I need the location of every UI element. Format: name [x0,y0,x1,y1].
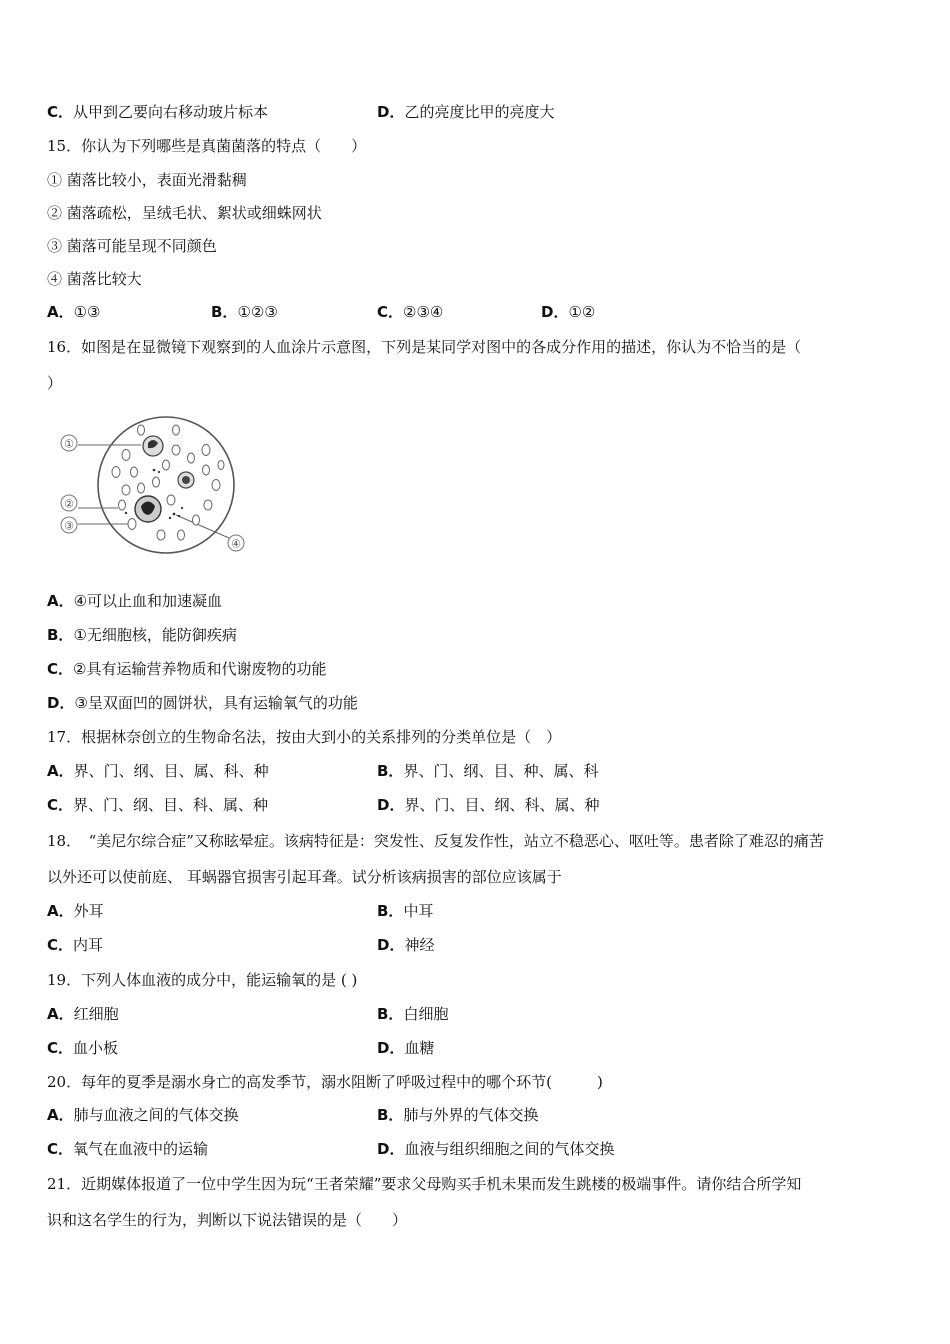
option-text: 肺与血液之间的气体交换 [73,1106,239,1124]
option-text: 血小板 [73,1039,119,1057]
option-label: D． [377,936,405,954]
option-label: A． [47,303,74,321]
q15-item-4: ④ 菌落比较大 [47,270,142,288]
option-label: D． [541,303,569,321]
option-label: D． [377,796,405,814]
option-text: 界、门、目、纲、科、属、种 [404,796,600,814]
q20-stem: 20．每年的夏季是溺水身亡的高发季节，溺水阻断了呼吸过程中的哪个环节( ) [47,1073,603,1091]
option-label: B． [47,626,74,644]
svg-text:③: ③ [64,519,74,533]
option-label: C． [377,303,404,321]
q16-option-a[interactable] [47,591,222,611]
q15-option-b[interactable] [211,302,278,322]
option-text: ②③④ [403,303,444,321]
option-text: 界、门、纲、目、科、属、种 [73,796,269,814]
option-text: 中耳 [403,902,434,920]
q15-item-3: ③ 菌落可能呈现不同颜色 [47,237,217,255]
option-text: 血糖 [404,1039,435,1057]
q18-option-a[interactable] [47,901,104,921]
option-text: 红细胞 [73,1005,119,1023]
q15-option-a[interactable] [47,302,101,322]
option-label: C． [47,1140,74,1158]
svg-text:④: ④ [231,537,241,551]
option-label: A． [47,902,74,920]
option-label: A． [47,762,74,780]
q16-stem-line1: 16．如图是在显微镜下观察到的人血涂片示意图，下列是某同学对图中的各成分作用的描述，你认为不恰当的是（ [47,338,802,356]
q18-stem-line2: 以外还可以使前庭、 耳蜗器官损害引起耳聋。试分析该病损害的部位应该属于 [47,868,562,886]
q16-option-c[interactable] [47,659,326,679]
q18-option-c[interactable] [47,935,103,955]
option-label: A． [47,592,74,610]
q21-stem-line2: 识和这名学生的行为，判断以下说法错误的是（ ） [47,1211,408,1229]
option-label: D． [377,103,405,121]
option-text: 乙的亮度比甲的亮度大 [404,103,555,121]
q15-option-c[interactable] [377,302,443,322]
option-text: ①②③ [237,303,278,321]
option-text: 从甲到乙要向右移动玻片标本 [73,103,269,121]
svg-text:②: ② [64,497,74,511]
q19-stem: 19．下列人体血液的成分中，能运输氧的是 ( ) [47,971,358,989]
q17-stem: 17．根据林奈创立的生物命名法，按由大到小的关系排列的分类单位是（ ） [47,728,562,746]
q17-option-c[interactable] [47,795,268,815]
q14-option-d[interactable] [377,102,554,122]
q18-option-b[interactable] [377,901,433,921]
option-text: 氧气在血液中的运输 [73,1140,209,1158]
option-text: 神经 [404,936,435,954]
q20-option-d[interactable] [377,1139,614,1159]
option-text: 界、门、纲、目、种、属、科 [403,762,599,780]
q21-stem-line1: 21．近期媒体报道了一位中学生因为玩“王者荣耀”要求父母购买手机未果而发生跳楼的极端事件。请你结合所学知 [47,1175,802,1193]
q19-option-b[interactable] [377,1004,448,1024]
option-text: ①无细胞核，能防御疾病 [73,626,237,644]
option-label: C． [47,103,74,121]
option-label: B． [377,1005,404,1023]
option-label: D． [377,1140,405,1158]
option-label: B． [377,902,404,920]
q17-option-b[interactable] [377,761,598,781]
option-text: 肺与外界的气体交换 [403,1106,539,1124]
svg-text:①: ① [64,437,74,451]
option-label: B． [377,1106,404,1124]
option-label: D． [377,1039,405,1057]
option-text: 内耳 [73,936,104,954]
option-label: C． [47,1039,74,1057]
q18-option-d[interactable] [377,935,434,955]
blood-smear-figure [56,410,256,560]
q17-option-d[interactable] [377,795,599,815]
q15-item-2: ② 菌落疏松，呈绒毛状、絮状或细蛛网状 [47,204,322,222]
q15-stem: 15．你认为下列哪些是真菌菌落的特点（ ） [47,137,367,155]
q14-option-c[interactable] [47,102,268,122]
option-text: ②具有运输营养物质和代谢废物的功能 [73,660,327,678]
option-text: 血液与组织细胞之间的气体交换 [404,1140,615,1158]
option-text: ③呈双面凹的圆饼状，具有运输氧气的功能 [74,694,358,712]
q16-stem-line2: ） [47,374,63,392]
q19-option-a[interactable] [47,1004,119,1024]
q19-option-c[interactable] [47,1038,118,1058]
q17-option-a[interactable] [47,761,269,781]
option-label: C． [47,936,74,954]
option-label: C． [47,796,74,814]
q16-option-b[interactable] [47,625,237,645]
q20-option-a[interactable] [47,1105,239,1125]
q16-option-d[interactable] [47,693,358,713]
option-label: A． [47,1106,74,1124]
option-label: C． [47,660,74,678]
option-text: ①② [568,303,596,321]
q20-option-c[interactable] [47,1139,208,1159]
q15-option-d[interactable] [541,302,595,322]
option-label: D． [47,694,75,712]
option-label: A． [47,1005,74,1023]
q18-stem-line1: 18． “美尼尔综合症”又称眩晕症。该病特征是：突发性、反复发作性，站立不稳恶心、呕吐等。患者除了难忍的痛苦 [47,832,824,850]
white-blood-cell [178,472,194,488]
option-text: 白细胞 [403,1005,449,1023]
option-text: 界、门、纲、目、属、科、种 [73,762,269,780]
white-blood-cell [143,436,163,456]
q15-item-1: ① 菌落比较小，表面光滑黏稠 [47,171,247,189]
q19-option-d[interactable] [377,1038,434,1058]
q20-option-b[interactable] [377,1105,538,1125]
option-label: B． [211,303,238,321]
option-label: B． [377,762,404,780]
option-text: 外耳 [73,902,104,920]
white-blood-cell [135,496,161,522]
option-text: ①③ [73,303,101,321]
option-text: ④可以止血和加速凝血 [73,592,223,610]
